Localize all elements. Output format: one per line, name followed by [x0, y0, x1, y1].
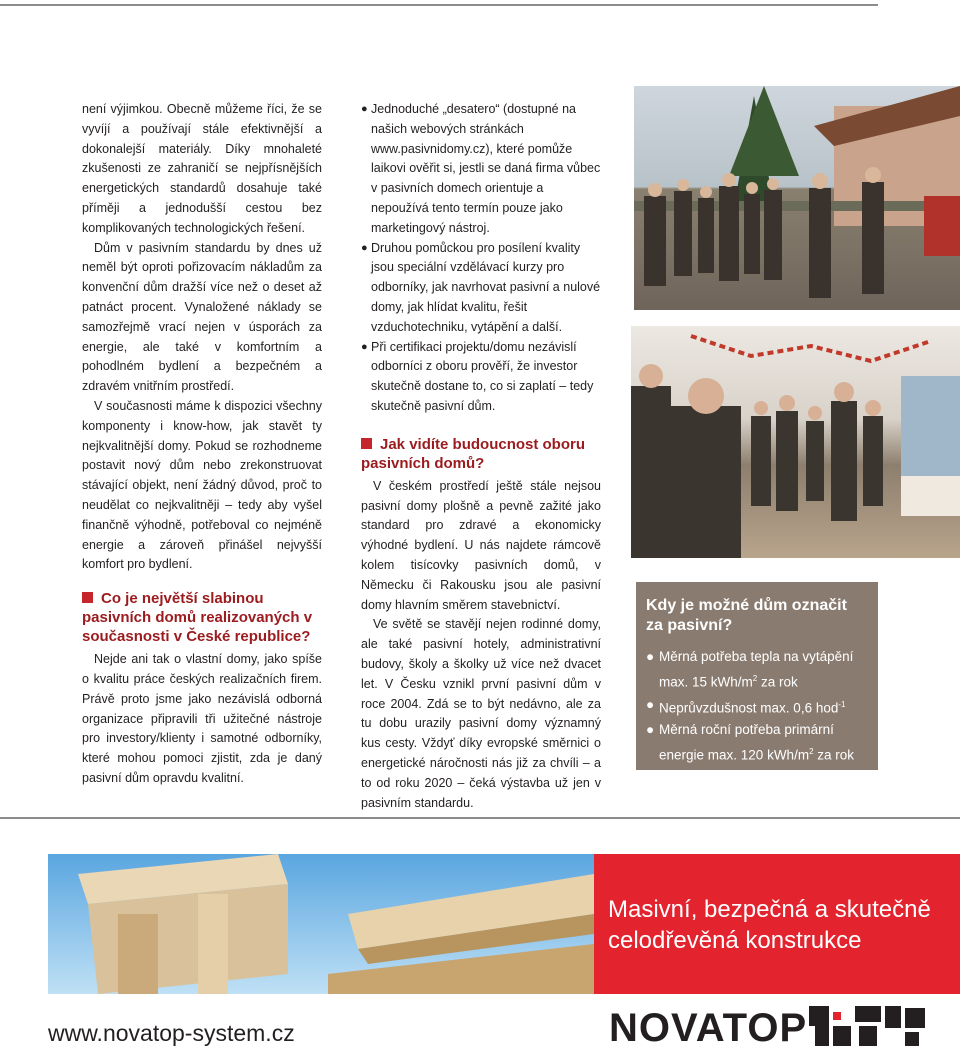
- bullet-item: ● Druhou pomůckou pro posílení kvality jsou speciální vzdělávací kurzy pro odborníky, jak navrhovat pasivní a nulové domy, jak hlídat kvalitu, řešit vzduchotechniku, vytápění a další.: [361, 239, 601, 338]
- info-box-title: Kdy je možné dům označit za pasivní?: [646, 597, 847, 634]
- bullet-dot-icon: ●: [646, 722, 655, 737]
- article-column-left: [82, 100, 322, 789]
- photo-indoor-gathering: [631, 326, 960, 558]
- bullet-dot-icon: ●: [646, 649, 655, 664]
- bullet-dot-icon: ●: [361, 241, 368, 254]
- heading-square-icon: [361, 438, 372, 449]
- bottom-divider: [0, 817, 960, 819]
- article-column-middle: [361, 100, 601, 813]
- novatop-logo: NOVATOP: [609, 1004, 929, 1052]
- paragraph: V současnosti máme k dispozici všechny komponenty i know-how, jak stavět ty nejkvalitnější domy. Pokud se rozhodneme postavit nový dům nebo zrekonstruovat stávající objekt, není žádný důvod, proč to neudělat co nejkvalitněji – tedy aby vyšel finančně výhodně, potřeboval co nejméně energie a zároveň přinášel nejvyšší komfort pro bydlení.: [82, 398, 322, 572]
- ad-slogan: Masivní, bezpečná a skutečně celodřevěná konstrukce: [608, 896, 931, 954]
- paragraph: Ve světě se stavějí nejen rodinné domy, ale také pasivní hotely, administrativní budovy, školy a školky už více než dvacet let. V Česku vznikl první pasivní dům v roce 2004. Zdá se to být nedávno, ale za tu dobu urazily pasivní domy významný kus cesty. Vždyť díky evropské směrnici o energetické náročnosti nás již za chvíli – a to od roku 2020 – čeká výstavba už jen v pasivním standardu.: [361, 617, 601, 810]
- ad-photo-illustration: [48, 854, 594, 994]
- bullet-dot-icon: ●: [361, 340, 368, 353]
- info-box-item: ● Měrná potřeba tepla na vytápění max. 15 kWh/$m^2$ za rok: [646, 646, 868, 694]
- photo-outdoor-gathering: [634, 86, 960, 310]
- info-box-item: ● Neprůvzdušnost max. 0,6 hod$^{-1}$: [646, 694, 868, 720]
- ad-photo-wood-structure: [48, 854, 594, 994]
- advertisement-banner: [48, 854, 960, 994]
- heading-square-icon: [82, 592, 93, 603]
- top-divider: [0, 4, 878, 6]
- logo-blocks-icon: [809, 1004, 927, 1050]
- section-heading: Jak vidíte budoucnost oboru pasivních domů?: [361, 435, 586, 472]
- paragraph: Dům v pasivním standardu by dnes už neměl být oproti pořizovacím nákladům za konvenční dům dražší více než o deset až patnáct procent. Vynaložené náklady se samozřejmě vrací nejen v úsporách za energie, ale také v komfortním a pohodlném bydlení a bezpečném a zdravém vnitřním prostředí.: [82, 240, 322, 394]
- paragraph: není výjimkou. Obecně můžeme říci, že se vyvíjí a používají stále efektivnější a dokonalejší materiály. Díky mnohaleté zkušenosti ze zahraničí se nejpřísnějších energetických standardů dosahuje také příměji a jednodušší cestou bez komplikovaných technologických řešení.: [82, 102, 322, 235]
- info-box: [636, 582, 878, 770]
- paragraph: V českém prostředí ještě stále nejsou pasivní domy plošně a pevně zažité jako standard pro zdravé a ekonomicky výhodné bydlení. U nás najdete rámcově kolem tisícovky pasivních domů, v Německu či Rakousku jsou ale pasivní domy hlavním směrem stavebnictví.: [361, 478, 601, 612]
- paragraph: Nejde ani tak o vlastní domy, jako spíše o kvalitu práce českých realizačních firem. Právě proto jsme jako nezávislá odborná organizace připravili tři užitečné nástroje pro investory/klienty i samotné odborníky, které mohou pomoci zjistit, zda je daný pasivní dům opravdu kvalitní.: [82, 652, 322, 785]
- section-heading: Co je největší slabinou pasivních domů realizovaných v současnosti v České republice?: [82, 590, 313, 646]
- bullet-item: ● Jednoduché „desatero“ (dostupné na našich webových stránkách www.pasivnidomy.cz), které pomůže laikovi ověřit si, jestli se daná firma vůbec v pasivních domech orientuje a nepoužívá tento termín pouze jako marketingový nástroj.: [361, 100, 601, 239]
- bullet-item: ● Při certifikaci projektu/domu nezávislí odborníci z oboru prověří, že investor skutečně dostane to, co si zaplatí – tedy skutečně pasivní dům.: [361, 338, 601, 417]
- photo-indoor-illustration: [631, 326, 960, 558]
- photo-outdoor-illustration: [634, 86, 960, 310]
- website-link[interactable]: www.novatop-system.cz: [48, 1020, 295, 1046]
- info-box-item: ● Měrná roční potřeba primární energie max. 120 kWh/$m^2$ za rok: [646, 719, 868, 767]
- bullet-dot-icon: ●: [646, 696, 655, 712]
- bullet-dot-icon: ●: [361, 103, 368, 115]
